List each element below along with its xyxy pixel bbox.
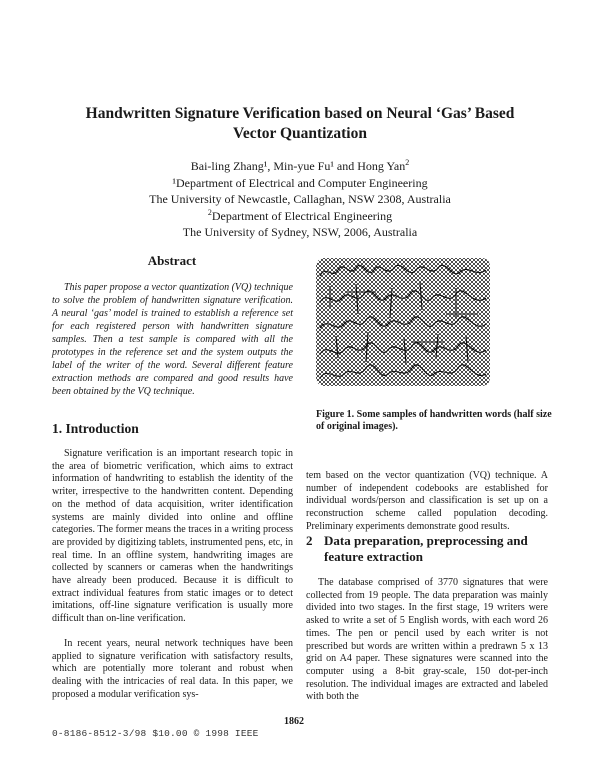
- section-2-title-line-1: Data preparation, preprocessing and: [324, 533, 528, 548]
- abstract-heading: Abstract: [147, 253, 197, 268]
- intro-paragraph-2: In recent years, neural network techniques have been applied to signature verification with satisfactory results, which are potentially more tolerant and robust when dealing with the intricacies of real data. In this paper, we proposed a modular verification sys-: [52, 637, 293, 700]
- affiliation-2-address: The University of Sydney, NSW, 2006, Australia: [182, 225, 418, 239]
- author-names-text: Bai-ling Zhang¹, Min-yue Fu¹ and Hong Yan: [190, 159, 406, 173]
- handwriting-strokes-graphic: [316, 258, 490, 386]
- page-number: 1862: [284, 716, 304, 727]
- section-2-number: 2: [306, 533, 313, 548]
- figure-1-caption: Figure 1. Some samples of handwritten words (half size of original images).: [316, 409, 552, 432]
- affiliation-2-sup: 2: [207, 207, 212, 217]
- paper-title: [0, 104, 600, 144]
- author-block: [0, 158, 600, 241]
- section-2-paragraph: The database comprised of 3770 signatures that were collected from 19 people. The data preparation was mainly divided into two stages. In the first stage, 19 writers were asked to write a set of 5 English words, with each word 26 times. The pen or pencil used by each writer is not prescribed but words are written within a predrawn 5 x 13 grid on A4 paper. These signatures were scanned into the computer using a 8-bit gray-scale, 150 dot-per-inch resolution. The individual images are extracted and labeled with both the: [306, 577, 548, 703]
- intro-continuation: tem based on the vector quantization (VQ) technique. A number of independent codebooks are established for individual words/person and classification is set up on a reconstruction scheme called population decoding. Preliminary experiments demonstrate good results.: [306, 470, 548, 532]
- affiliation-2-line: [0, 208, 600, 225]
- section-2-title-line-2: feature extraction: [324, 549, 424, 564]
- copyright-footer: 0-8186-8512-3/98 $10.00 © 1998 IEEE: [52, 728, 259, 739]
- intro-paragraph-1: Signature verification is an important research topic in the area of biometric verification, which aims to extract information of handwriting to establish the identity of the writer, irrespective to the handwritten content. Depending on the method of data acquisition, writer identification systems are mainly divided into online and offline categories. The former means the traces in a writing process are provided by digitizing tablets, instrumented pens, etc, in real time. In an offline system, handwriting images are collected by scanners or cameras when the handwritings have already been produced. Because it is difficult to extract individual features from static images or to detect imitations, off-line signature verification is usually more difficult than on-line verification.: [52, 448, 293, 625]
- title-line-1: Handwritten Signature Verification based on Neural ‘Gas’ Based: [85, 105, 515, 122]
- affiliation-1: ¹Department of Electrical and Computer Engineering: [172, 175, 428, 190]
- section-2-heading: [306, 533, 551, 565]
- author-names: [0, 158, 600, 175]
- title-line-2: Vector Quantization: [233, 125, 367, 142]
- figure-handwriting-samples: [316, 258, 490, 386]
- author-sup: 2: [405, 158, 410, 167]
- affiliation-1-address: The University of Newcastle, Callaghan, NSW 2308, Australia: [149, 192, 451, 206]
- abstract-text: This paper propose a vector quantization (VQ) technique to solve the problem of handwritten signature verification. A neural ‘gas’ model is trained to establish a reference set for each registered person with handwritten signature samples. Then a test sample is compared with all the prototypes in the reference set and the system outputs the label of the writer of the word. Several different feature extraction methods are compared and good results have been obtained by the VQ technique.: [52, 282, 293, 397]
- section-1-heading: 1. Introduction: [52, 421, 139, 436]
- affiliation-2: Department of Electrical Engineering: [211, 208, 393, 223]
- left-column-body: [52, 448, 293, 713]
- section-2-body: [306, 577, 548, 716]
